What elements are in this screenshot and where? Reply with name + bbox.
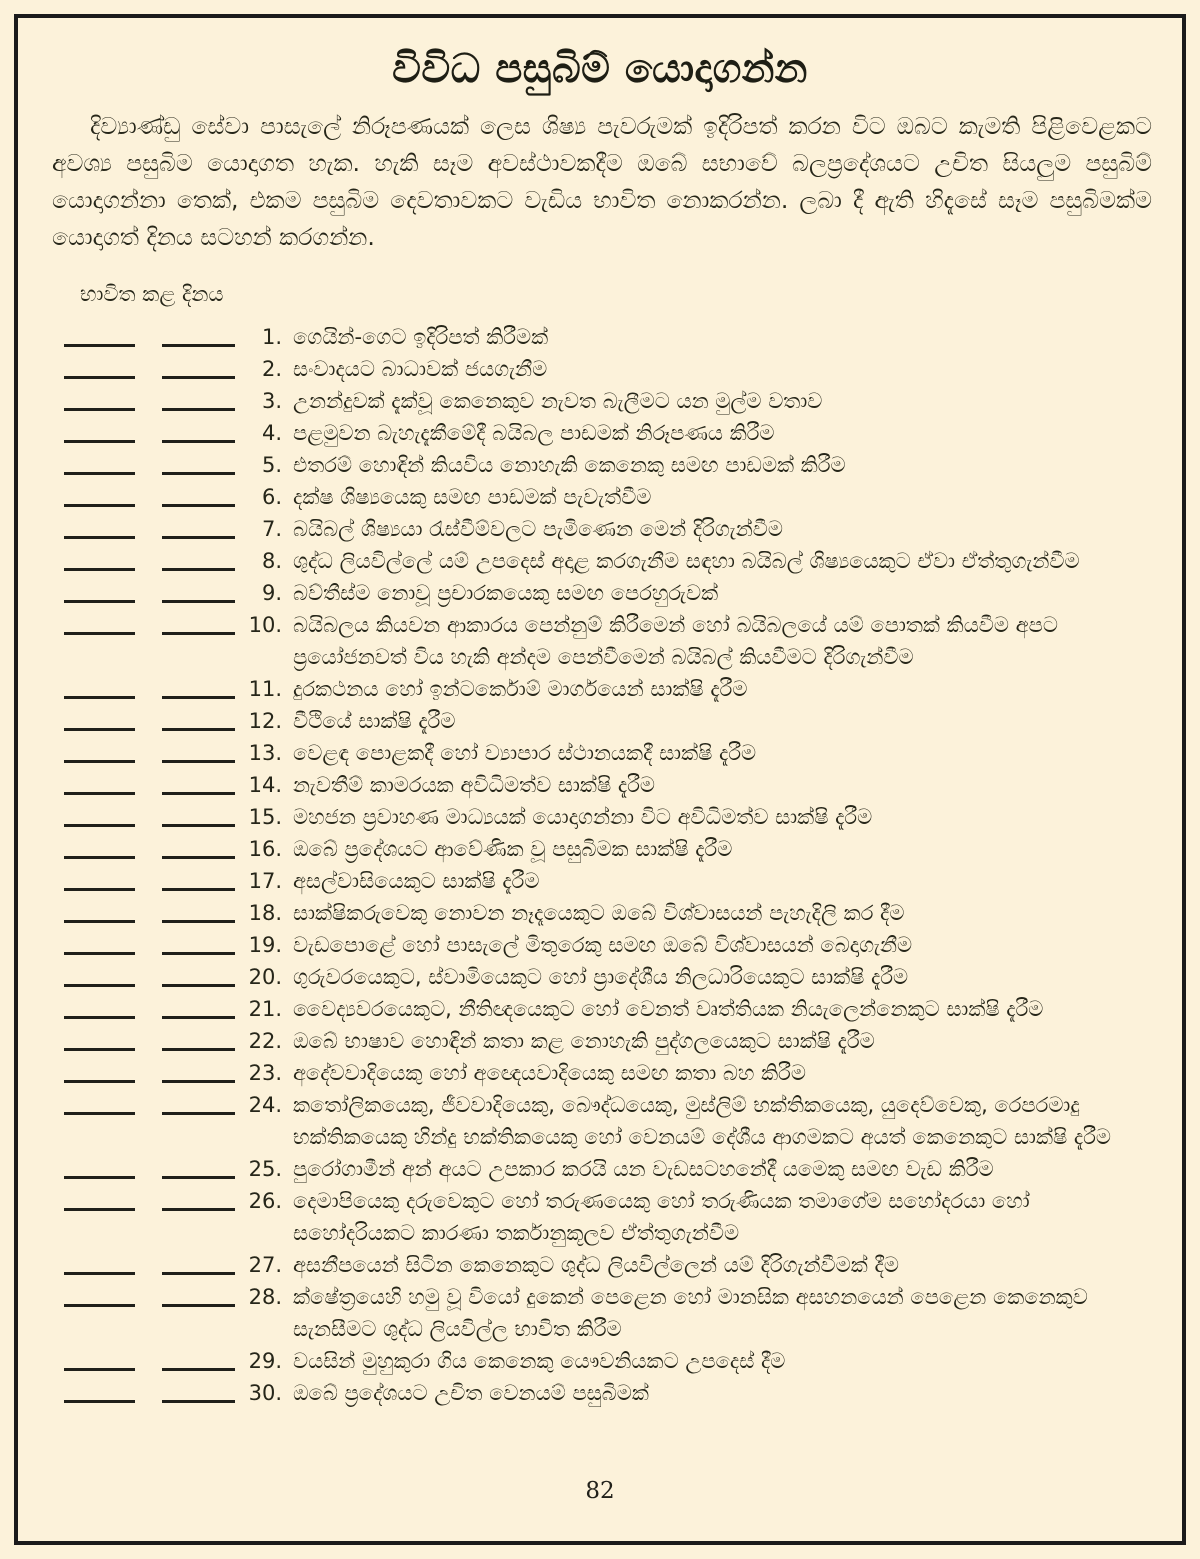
item-number: 8. — [261, 549, 282, 573]
item-text: ගෙයින්-ගෙට ඉදිරිපත් කිරීමක් — [293, 325, 549, 349]
item-text: වැඩපොළේ හෝ පාසැලේ මිතුරෙකු සමඟ ඔබේ විශ්වාසයන් බෙදාගැනීම — [293, 933, 913, 957]
item-number: 24. — [248, 1093, 282, 1117]
date-blank-1 — [64, 449, 135, 475]
date-blank-1 — [64, 1377, 135, 1403]
intro-paragraph: දිව්‍යාණ්ඩු සේවා පාසැලේ නිරූපණයක් ලෙස ශිෂ්‍ය පැවරුමක් ඉදිරිපත් කරන විට ඔබට කැමති පිළිවෙළකට අවශ්‍ය පසුබිම යොදාගත හැක. හැකි සෑම අවස්ථාවකදීම ඔබේ සභාවේ බලප්‍රදේශයට උචිත සියලුම පසුබිම් යොදාගන්නා තෙක්, එකම පසුබිම දෙවතාවකට වැඩිය භාවිත නොකරන්න. ලබා දී ඇති හිදැසේ සෑම පසුබිමක්ම යොදාගත් දිනය සටහන් කරගන්න. — [52, 112, 1152, 251]
page — [18, 18, 1182, 1541]
list-item — [64, 385, 1158, 417]
item-text: අසල්වාසියෙකුට සාක්ෂි දැරීම — [293, 869, 540, 893]
date-blank-2 — [162, 1185, 235, 1211]
date-blank-2 — [162, 1089, 235, 1115]
item-number: 29. — [248, 1349, 282, 1373]
date-blank-2 — [162, 961, 235, 987]
item-number: 17. — [248, 869, 282, 893]
item-number: 16. — [248, 837, 282, 861]
date-blank-2 — [162, 865, 235, 891]
item-number: 7. — [261, 517, 282, 541]
item-text: ඔබේ ප්‍රදේශයට ආවේණික වූ පසුබිමක සාක්ෂි දැරීම — [293, 837, 733, 861]
list-item — [64, 897, 1158, 929]
date-blank-1 — [64, 1153, 135, 1179]
date-blank-2 — [162, 417, 235, 443]
date-blank-2 — [162, 769, 235, 795]
date-blank-2 — [162, 705, 235, 731]
list-item — [64, 801, 1158, 833]
item-number: 27. — [248, 1253, 282, 1277]
list-item — [64, 321, 1158, 353]
date-blank-2 — [162, 609, 235, 635]
item-number: 19. — [248, 933, 282, 957]
list-item — [64, 481, 1158, 513]
item-number: 30. — [248, 1381, 282, 1405]
item-text: කතෝලිකයෙකු, ජීවවාදියෙකු, බෞද්ධයෙකු, මුස්ලිම් භක්තිකයෙකු, යුදෙව්වෙකු, රෙපරමාදු භක්තිකයෙකු හින්දු භක්තිකයෙකු හෝ වෙනයම් දේශීය ආගමකට අයත් කෙනෙකුට සාක්ෂි දැරීම — [293, 1093, 1112, 1149]
page-number: 82 — [585, 1478, 615, 1504]
settings-checklist — [64, 321, 1158, 1409]
list-item — [64, 1153, 1158, 1185]
item-number: 25. — [248, 1157, 282, 1181]
date-blank-1 — [64, 993, 135, 1019]
date-blank-1 — [64, 1025, 135, 1051]
item-number: 23. — [248, 1061, 282, 1085]
item-text: බයිබල් ශිෂ්‍යයා රැස්වීම්වලට පැමිණෙන මෙන් දිරිගැන්වීම — [293, 517, 783, 541]
date-blank-2 — [162, 1057, 235, 1083]
item-number: 15. — [248, 805, 282, 829]
item-number: 20. — [248, 965, 282, 989]
item-number: 11. — [248, 677, 282, 701]
item-text: ඔබේ ප්‍රදේශයට උචිත වෙනයම් පසුබිමක් — [293, 1381, 649, 1405]
list-item — [64, 449, 1158, 481]
item-number: 18. — [248, 901, 282, 925]
date-blank-1 — [64, 929, 135, 955]
date-blank-2 — [162, 353, 235, 379]
item-text: ශුද්ධ ලියවිල්ලේ යම් උපදෙස් අදාළ කරගැනීම සඳහා බයිබල් ශිෂ්‍යයෙකුට ඒවා ඒත්තුගැන්වීම — [293, 549, 1080, 573]
list-item — [64, 1089, 1158, 1153]
list-item — [64, 833, 1158, 865]
item-number: 5. — [261, 453, 282, 477]
item-text: නැවතීම් කාමරයක අවිධිමත්ව සාක්ෂි දැරීම — [293, 773, 655, 797]
list-item — [64, 577, 1158, 609]
date-blank-2 — [162, 673, 235, 699]
date-blank-1 — [64, 1249, 135, 1275]
list-item — [64, 673, 1158, 705]
item-text: බව්තීස්ම නොවූ ප්‍රචාරකයෙකු සමඟ පෙරහුරුවක් — [293, 581, 719, 605]
item-text: පුරෝගාමීන් අන් අයට උපකාර කරයි යන වැඩසටහනේදී යමෙකු සමඟ වැඩ කිරීම — [293, 1157, 994, 1181]
date-blank-2 — [162, 1281, 235, 1307]
date-blank-1 — [64, 737, 135, 763]
list-item — [64, 1057, 1158, 1089]
date-blank-2 — [162, 577, 235, 603]
date-blank-2 — [162, 1377, 235, 1403]
date-blank-2 — [162, 385, 235, 411]
date-blank-2 — [162, 449, 235, 475]
date-blank-1 — [64, 417, 135, 443]
item-text: එතරම් හොඳින් කියවිය නොහැකි කෙනෙකු සමඟ පාඩමක් කිරීම — [293, 453, 846, 477]
item-text: දුරකථනය හෝ ඉන්ටර්කොම් මාර්ගයෙන් සාක්ෂි දැරීම — [293, 677, 748, 701]
date-blank-2 — [162, 1025, 235, 1051]
list-item — [64, 705, 1158, 737]
item-number: 10. — [248, 613, 282, 637]
list-item — [64, 1249, 1158, 1281]
item-text: උනන්දුවක් දැක්වූ කෙනෙකුව නැවත බැලීමට යන මුල්ම වතාව — [293, 389, 823, 413]
item-text: මහජන ප්‍රවාහණ මාධ්‍යයක් යොදාගන්නා විට අවිධිමත්ව සාක්ෂි දැරීම — [293, 805, 873, 829]
list-item — [64, 769, 1158, 801]
item-number: 1. — [261, 325, 282, 349]
date-blank-1 — [64, 769, 135, 795]
dates-used-label: භාවිත කළ දිනය — [80, 282, 224, 306]
list-item — [64, 513, 1158, 545]
page-title: විවිධ පසුබිම් යොදාගන්න — [392, 46, 808, 92]
item-number: 14. — [248, 773, 282, 797]
date-blank-2 — [162, 545, 235, 571]
date-blank-2 — [162, 897, 235, 923]
list-item — [64, 961, 1158, 993]
date-blank-1 — [64, 1057, 135, 1083]
list-item — [64, 1345, 1158, 1377]
item-text: පළමුවන බැහැදැකීමේදී බයිබල පාඩමක් නිරූපණය කිරීම — [293, 421, 775, 445]
list-item — [64, 737, 1158, 769]
date-blank-2 — [162, 1249, 235, 1275]
item-text: වයසින් මුහුකුරා ගිය කෙනෙකු යෞවනියකට උපදෙස් දීම — [293, 1349, 786, 1373]
date-blank-1 — [64, 609, 135, 635]
list-item — [64, 865, 1158, 897]
item-number: 21. — [248, 997, 282, 1021]
date-blank-1 — [64, 897, 135, 923]
date-blank-1 — [64, 833, 135, 859]
date-blank-1 — [64, 1345, 135, 1371]
date-blank-2 — [162, 1153, 235, 1179]
list-item — [64, 353, 1158, 385]
date-blank-1 — [64, 865, 135, 891]
list-item — [64, 993, 1158, 1025]
item-text: දක්ෂ ශිෂ්‍යයෙකු සමඟ පාඩමක් පැවැත්වීම — [293, 485, 652, 509]
list-item — [64, 1185, 1158, 1249]
list-item — [64, 545, 1158, 577]
date-blank-2 — [162, 801, 235, 827]
date-blank-2 — [162, 513, 235, 539]
item-text: අසනීපයෙන් සිටින කෙනෙකුට ශුද්ධ ලියවිල්ලෙන් යම් දිරිගැන්වීමක් දීම — [293, 1253, 899, 1277]
item-text: වෙළඳ පොළකදී හෝ ව්‍යාපාර ස්ථානයකදී සාක්ෂි දැරීම — [293, 741, 757, 765]
list-item — [64, 1377, 1158, 1409]
item-number: 28. — [248, 1285, 282, 1309]
date-blank-1 — [64, 321, 135, 347]
date-blank-2 — [162, 481, 235, 507]
date-blank-2 — [162, 833, 235, 859]
item-number: 22. — [248, 1029, 282, 1053]
list-item — [64, 609, 1158, 673]
date-blank-1 — [64, 1281, 135, 1307]
item-text: සංවාදයට බාධාවක් ජයගැනීම — [293, 357, 548, 381]
date-blank-2 — [162, 1345, 235, 1371]
item-number: 6. — [261, 485, 282, 509]
item-number: 12. — [248, 709, 282, 733]
date-blank-1 — [64, 481, 135, 507]
date-blank-2 — [162, 321, 235, 347]
date-blank-1 — [64, 577, 135, 603]
item-text: වීථියේ සාක්ෂි දැරීම — [293, 709, 456, 733]
list-item — [64, 1025, 1158, 1057]
date-blank-2 — [162, 993, 235, 1019]
item-text: දෙමාපියෙකු දරුවෙකුට හෝ තරුණයෙකු හෝ තරුණියක තමාගේම සහෝදරයා හෝ සහෝදරියකට කාරණා තර්කානුකූලව ඒත්තුගැන්වීම — [293, 1189, 1030, 1245]
item-number: 9. — [261, 581, 282, 605]
item-text: ගුරුවරයෙකුට, ස්වාමියෙකුට හෝ ප්‍රාදේශීය නිලධාරියෙකුට සාක්ෂි දැරීම — [293, 965, 909, 989]
item-text: ක්ෂේත්‍රයෙහි හමු වූ වියෝ දුකෙන් පෙළෙන හෝ මානසික අසහනයෙන් පෙළෙන කෙනෙකුව සැනසීමට ශුද්ධ ලියවිල්ල භාවිත කිරීම — [293, 1285, 1088, 1341]
date-blank-1 — [64, 801, 135, 827]
item-number: 2. — [261, 357, 282, 381]
date-blank-1 — [64, 673, 135, 699]
item-number: 26. — [248, 1189, 282, 1213]
date-blank-1 — [64, 513, 135, 539]
list-item — [64, 417, 1158, 449]
item-text: සාක්ෂිකරුවෙකු නොවන නෑදෑයෙකුට ඔබේ විශ්වාසයන් පැහැදිලි කර දීම — [293, 901, 905, 925]
date-blank-1 — [64, 385, 135, 411]
date-blank-2 — [162, 929, 235, 955]
item-text: වෛද්‍යවරයෙකුට, නීතිඥයෙකුට හෝ වෙනත් වෘත්තියක නියැලෙන්නෙකුට සාක්ෂි දැරීම — [293, 997, 1044, 1021]
item-text: ඔබේ භාෂාව හොඳින් කතා කළ නොහැකි පුද්ගලයෙකුට සාක්ෂි දැරීම — [293, 1029, 875, 1053]
date-blank-1 — [64, 353, 135, 379]
item-text: බයිබලය කියවන ආකාරය පෙන්නුම් කිරීමෙන් හෝ බයිබලයේ යම් පොතක් කියවීම අපට ප්‍රයෝජනවත් විය හැකි අන්දම පෙන්වීමෙන් බයිබල් කියවීමට දිරිගැන්වීම — [293, 613, 1058, 669]
list-item — [64, 929, 1158, 961]
date-blank-1 — [64, 961, 135, 987]
list-item — [64, 1281, 1158, 1345]
date-blank-1 — [64, 545, 135, 571]
item-text: අදේවවාදියෙකු හෝ අඥෙයවාදියෙකු සමඟ කතා බහ කිරීම — [293, 1061, 806, 1085]
date-blank-2 — [162, 737, 235, 763]
item-number: 3. — [261, 389, 282, 413]
date-blank-1 — [64, 705, 135, 731]
item-number: 4. — [261, 421, 282, 445]
date-blank-1 — [64, 1185, 135, 1211]
date-blank-1 — [64, 1089, 135, 1115]
item-number: 13. — [248, 741, 282, 765]
